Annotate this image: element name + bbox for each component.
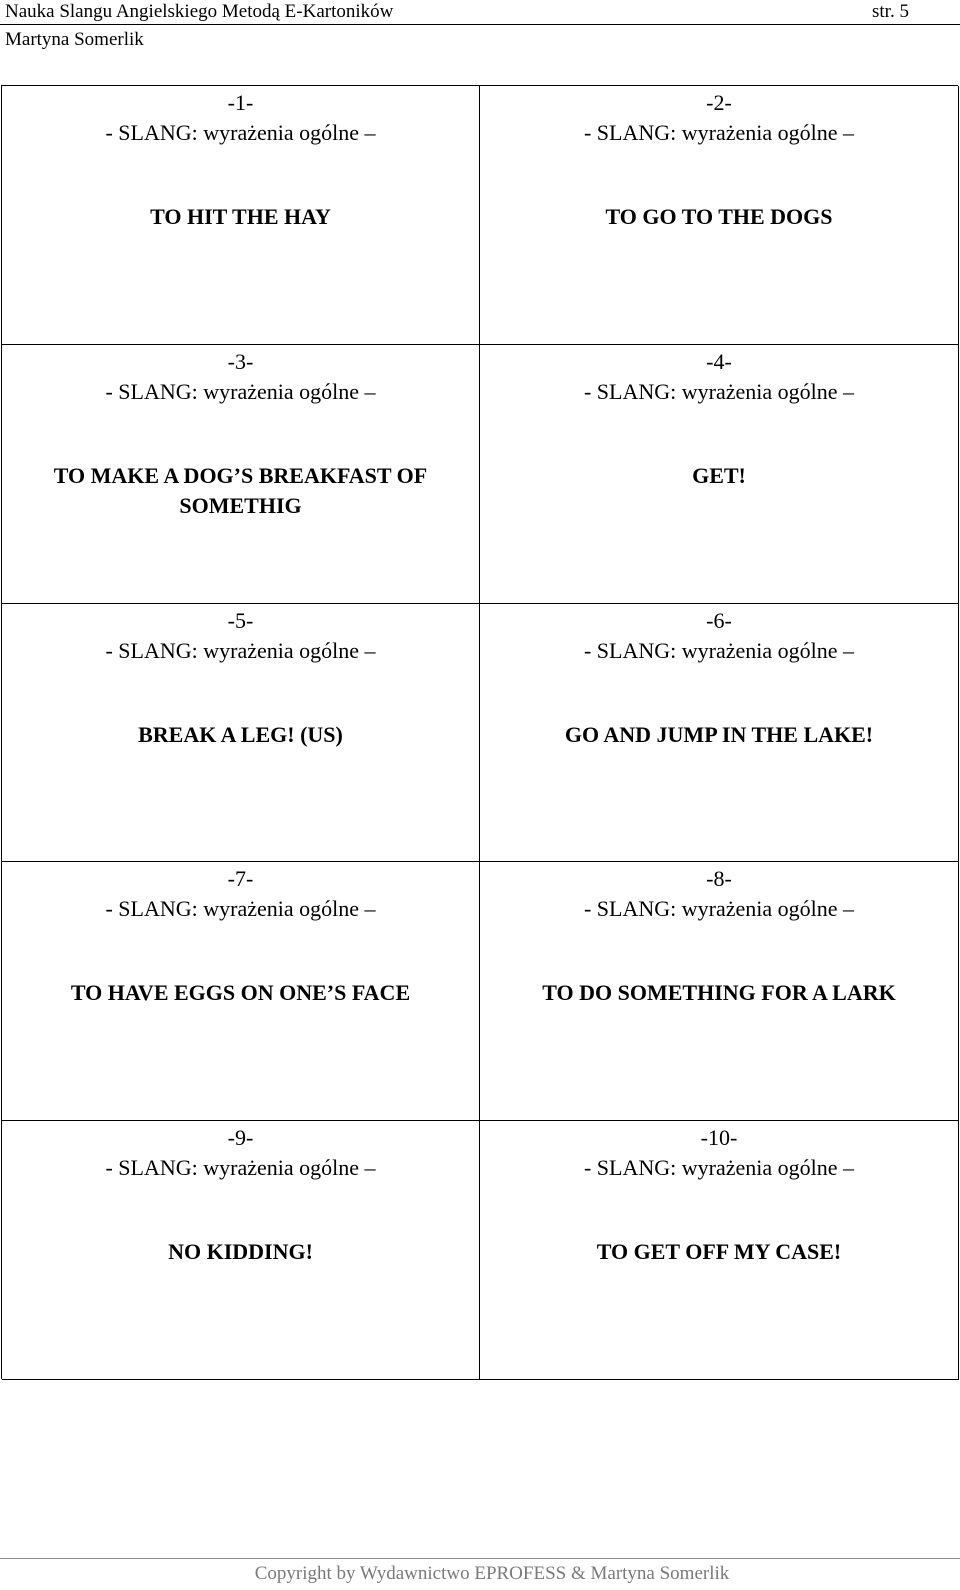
flashcard-3 xyxy=(2,345,480,604)
card-category: - SLANG: wyrażenia ogólne – xyxy=(105,378,376,404)
page-header xyxy=(0,0,960,50)
card-category: - SLANG: wyrażenia ogólne – xyxy=(105,637,376,663)
flashcard-7 xyxy=(2,862,480,1121)
card-category: - SLANG: wyrażenia ogólne – xyxy=(105,1155,376,1181)
card-number: -8- xyxy=(706,866,732,892)
card-number: -4- xyxy=(706,348,732,374)
copyright-notice: Copyright by Wydawnictwo EPROFESS & Martyna Somerlik xyxy=(254,1563,730,1584)
card-phrase: GO AND JUMP IN THE LAKE! xyxy=(564,721,874,747)
document-title: Nauka Slangu Angielskiego Metodą E-Kartoników xyxy=(5,1,394,22)
flashcard-5 xyxy=(2,604,480,863)
card-phrase: TO GO TO THE DOGS xyxy=(605,204,833,229)
card-category: - SLANG: wyrażenia ogólne – xyxy=(583,1155,855,1181)
card-category: - SLANG: wyrażenia ogólne – xyxy=(583,896,855,922)
flashcard-10 xyxy=(480,1121,959,1380)
card-number: -3- xyxy=(227,348,254,374)
card-phrase: GET! xyxy=(692,462,746,488)
card-phrase: TO DO SOMETHING FOR A LARK xyxy=(542,980,896,1006)
flashcard-8 xyxy=(480,862,959,1121)
card-category: - SLANG: wyrażenia ogólne – xyxy=(583,637,855,663)
card-phrase: NO KIDDING! xyxy=(168,1239,313,1265)
page-number: str. 5 xyxy=(872,1,909,22)
card-number: -5- xyxy=(227,607,254,633)
card-category: - SLANG: wyrażenia ogólne – xyxy=(105,120,376,145)
card-phrase: TO MAKE A DOG’S BREAKFAST OF SOMETHIG xyxy=(53,462,428,518)
card-phrase: BREAK A LEG! (US) xyxy=(138,721,343,747)
page-footer xyxy=(0,1558,960,1590)
flashcard-grid xyxy=(1,85,958,1379)
flashcard-6 xyxy=(480,604,959,863)
flashcard-4 xyxy=(480,345,959,604)
header-rule xyxy=(0,0,960,25)
card-phrase: TO HAVE EGGS ON ONE’S FACE xyxy=(70,980,411,1006)
card-phrase: TO HIT THE HAY xyxy=(150,204,331,229)
card-number: -6- xyxy=(706,607,732,633)
card-number: -2- xyxy=(706,90,732,115)
flashcard-2 xyxy=(480,86,959,345)
card-category: - SLANG: wyrażenia ogólne – xyxy=(583,120,855,145)
card-number: -7- xyxy=(227,866,254,892)
card-number: -9- xyxy=(227,1125,254,1151)
author-name: Martyna Somerlik xyxy=(5,29,144,50)
card-number: -1- xyxy=(227,90,254,115)
card-phrase: TO GET OFF MY CASE! xyxy=(596,1239,842,1265)
card-number: -10- xyxy=(700,1125,738,1151)
card-category: - SLANG: wyrażenia ogólne – xyxy=(105,896,376,922)
flashcard-9 xyxy=(2,1121,480,1380)
flashcard-1 xyxy=(2,86,480,345)
card-category: - SLANG: wyrażenia ogólne – xyxy=(583,378,855,404)
